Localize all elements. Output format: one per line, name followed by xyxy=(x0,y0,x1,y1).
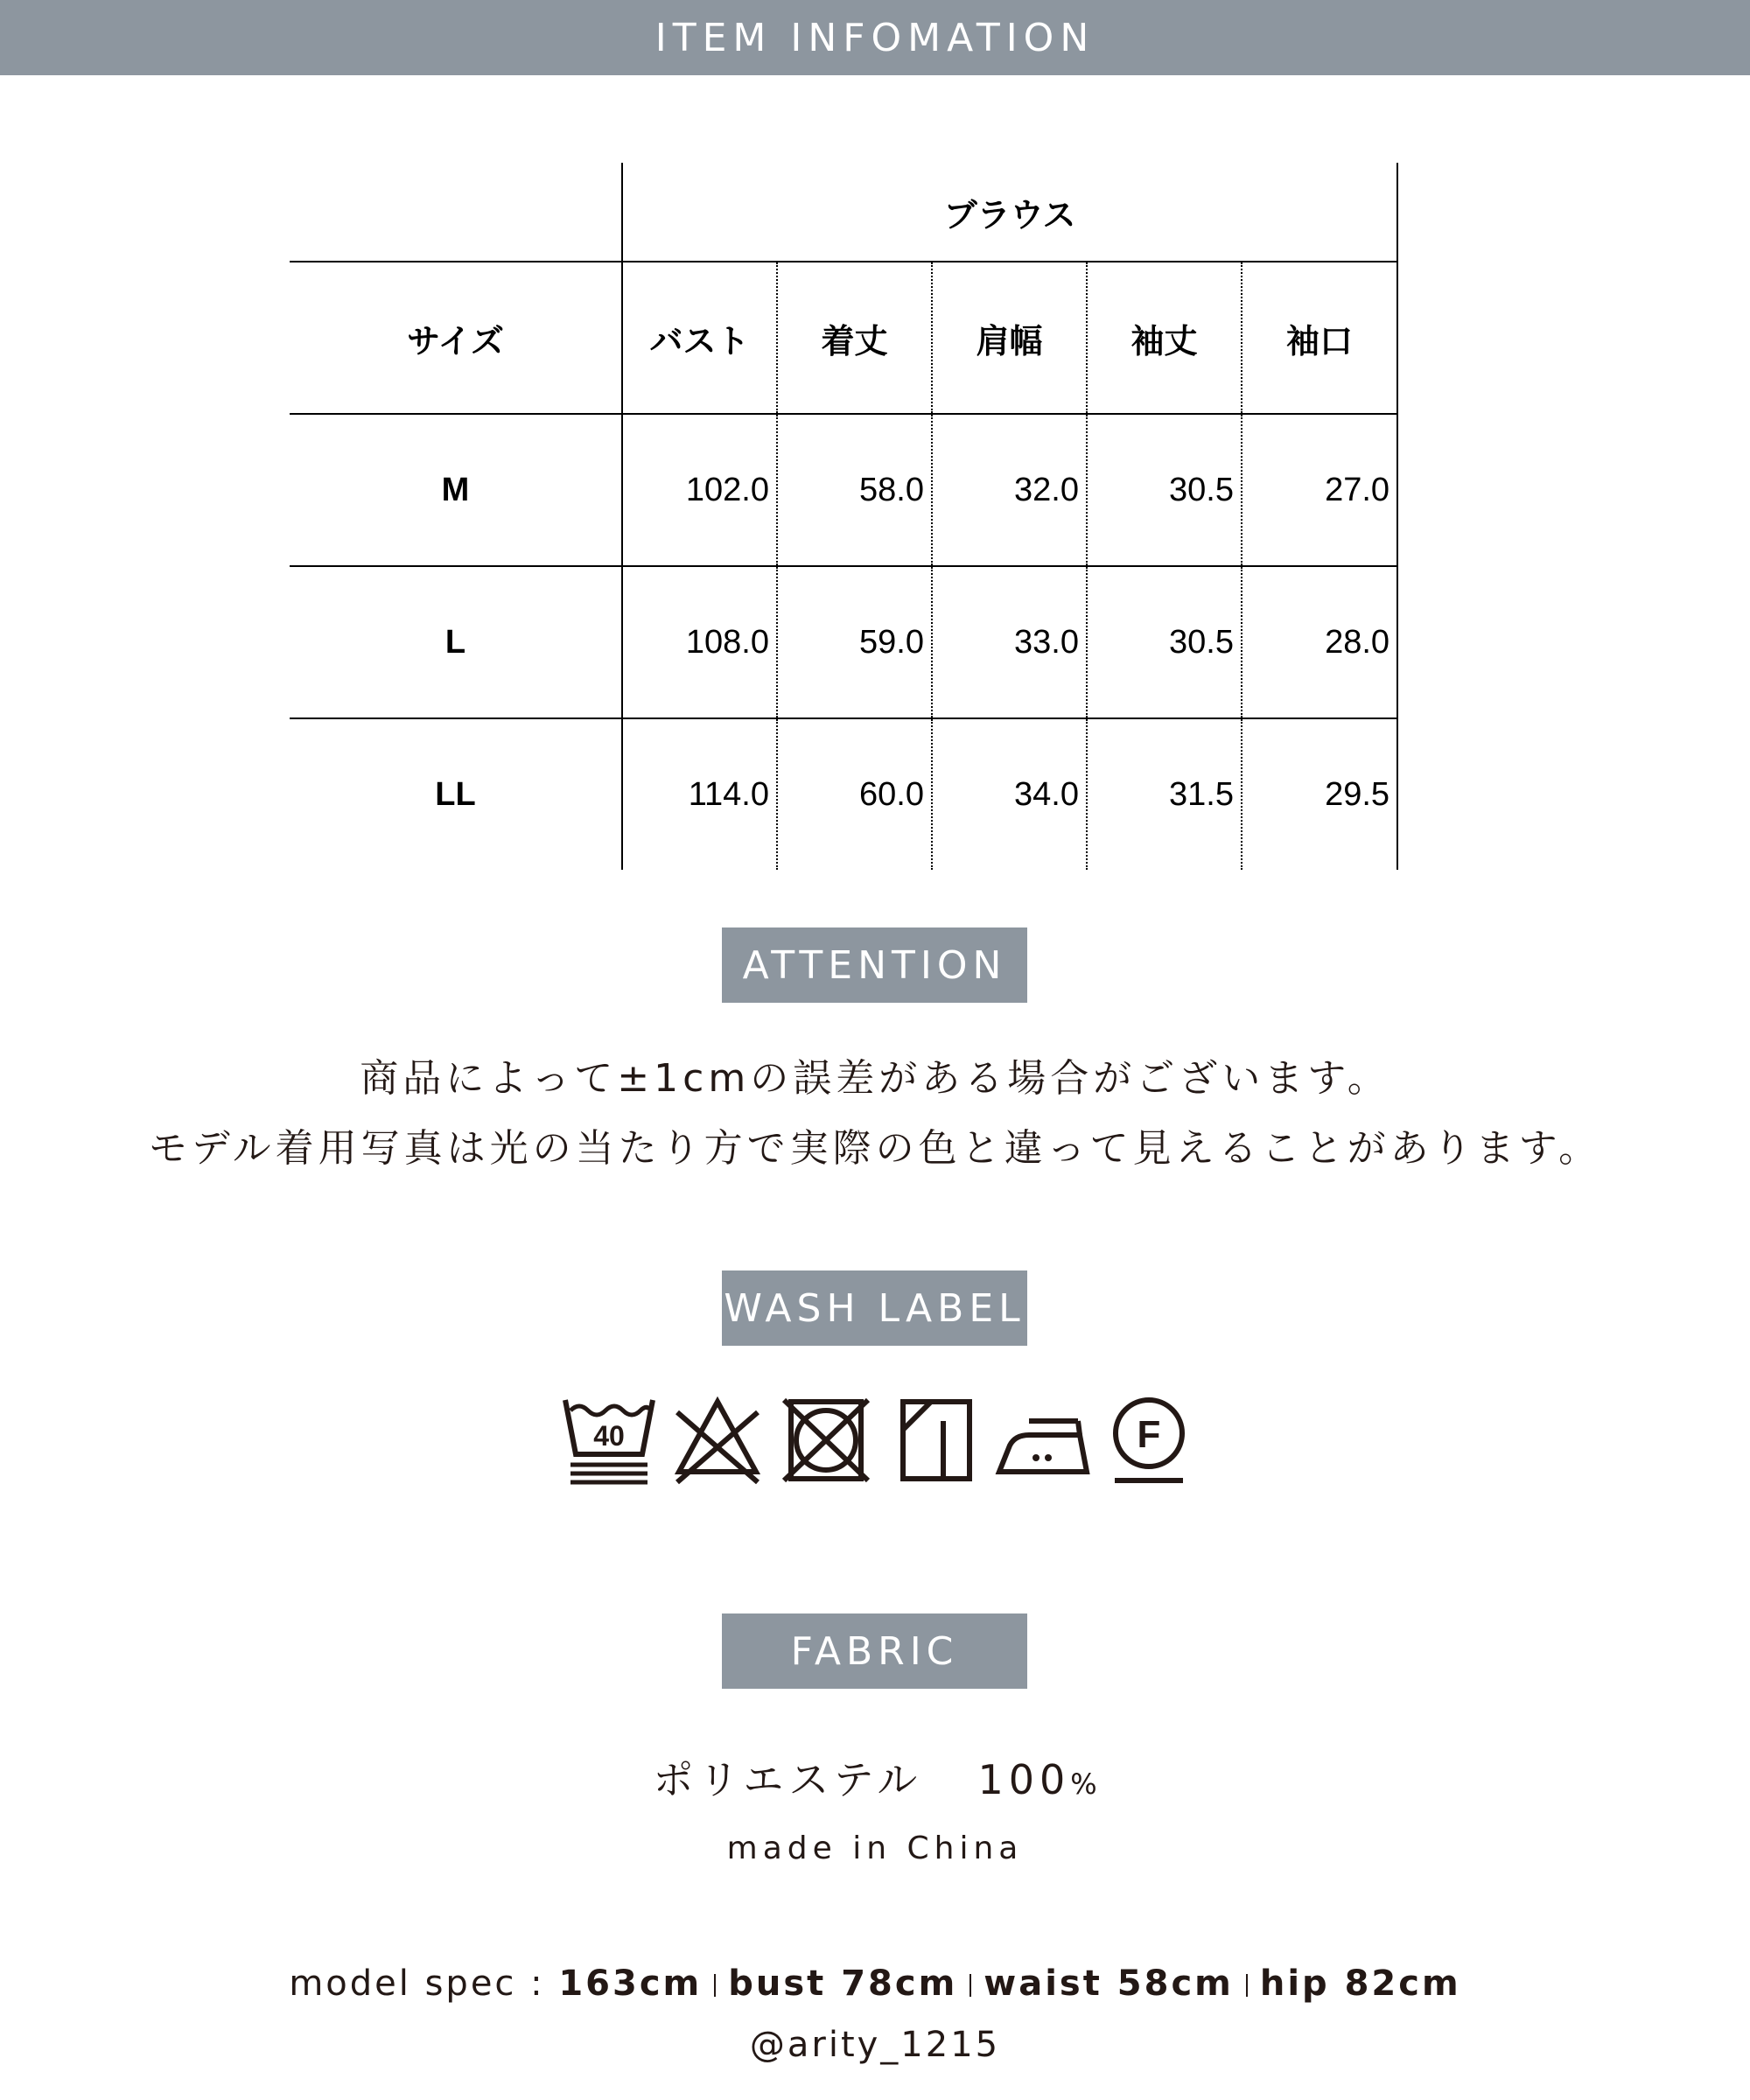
table-cell: 108.0 xyxy=(622,566,777,718)
group-header: ブラウス xyxy=(622,163,1397,262)
table-cell: 29.5 xyxy=(1242,718,1397,870)
spec-divider xyxy=(714,1974,716,1997)
line-dry-shade-icon xyxy=(898,1395,975,1486)
size-table xyxy=(290,163,1398,870)
model-spec xyxy=(0,1964,1750,2004)
table-cell: 58.0 xyxy=(777,414,932,566)
table-header-row xyxy=(290,262,1397,414)
fabric-composition xyxy=(0,1748,1750,1806)
fabric-origin: made in China xyxy=(726,1830,1024,1866)
table-cell: 31.5 xyxy=(1087,718,1242,870)
model-hip: hip 82cm xyxy=(1259,1964,1461,2004)
table-cell: 27.0 xyxy=(1242,414,1397,566)
table-cell: 30.5 xyxy=(1087,566,1242,718)
no-bleach-icon xyxy=(672,1395,763,1486)
wash-icons xyxy=(560,1395,1190,1486)
dry-clean-letter: F xyxy=(1137,1413,1161,1456)
column-header: 肩幅 xyxy=(932,262,1087,414)
table-cell: 114.0 xyxy=(622,718,777,870)
table-corner-cell xyxy=(290,163,622,262)
fabric-title: FABRIC xyxy=(790,1628,959,1674)
model-spec-label: model spec : xyxy=(289,1964,559,2004)
model-waist: waist 58cm xyxy=(984,1964,1234,2004)
table-row xyxy=(290,718,1397,870)
table-cell: 30.5 xyxy=(1087,414,1242,566)
fabric-percent-sign: % xyxy=(1070,1768,1097,1801)
table-row xyxy=(290,414,1397,566)
attention-line-2: モデル着用写真は光の当たり方で実際の色と違って見えることがあります。 xyxy=(148,1126,1602,1171)
table-top-row xyxy=(290,163,1397,262)
fabric-percent: 100 xyxy=(977,1756,1071,1803)
header-bar xyxy=(0,0,1750,75)
column-header: 着丈 xyxy=(777,262,932,414)
spec-divider xyxy=(1246,1974,1248,1997)
dry-clean-f-icon xyxy=(1108,1395,1190,1486)
table-cell: 28.0 xyxy=(1242,566,1397,718)
fabric-heading xyxy=(722,1614,1027,1689)
table-cell: 32.0 xyxy=(932,414,1087,566)
model-height: 163cm xyxy=(558,1964,703,2004)
size-label: L xyxy=(290,566,622,718)
attention-line-1: 商品によって±1cmの誤差がある場合がございます。 xyxy=(360,1056,1390,1101)
model-handle: @arity_1215 xyxy=(749,2025,1001,2065)
table-cell: 102.0 xyxy=(622,414,777,566)
table-row xyxy=(290,566,1397,718)
size-label: LL xyxy=(290,718,622,870)
wash-temp: 40 xyxy=(593,1420,625,1452)
header-title: ITEM INFOMATION xyxy=(654,15,1096,60)
spec-divider xyxy=(970,1974,971,1997)
column-header: バスト xyxy=(622,262,777,414)
table-cell: 33.0 xyxy=(932,566,1087,718)
no-tumble-dry-icon xyxy=(780,1395,872,1486)
wash-40-gentle-icon xyxy=(560,1395,658,1486)
table-cell: 34.0 xyxy=(932,718,1087,870)
column-header: 袖口 xyxy=(1242,262,1397,414)
attention-title: ATTENTION xyxy=(742,942,1007,988)
wash-label-heading xyxy=(722,1270,1027,1346)
table-cell: 60.0 xyxy=(777,718,932,870)
wash-label-title: WASH LABEL xyxy=(724,1285,1026,1331)
size-label: M xyxy=(290,414,622,566)
column-header: 袖丈 xyxy=(1087,262,1242,414)
attention-heading xyxy=(722,928,1027,1003)
fabric-material: ポリエステル xyxy=(653,1756,923,1803)
table-cell: 59.0 xyxy=(777,566,932,718)
model-bust: bust 78cm xyxy=(728,1964,958,2004)
iron-medium-icon xyxy=(994,1395,1092,1486)
row-header: サイズ xyxy=(290,262,622,414)
